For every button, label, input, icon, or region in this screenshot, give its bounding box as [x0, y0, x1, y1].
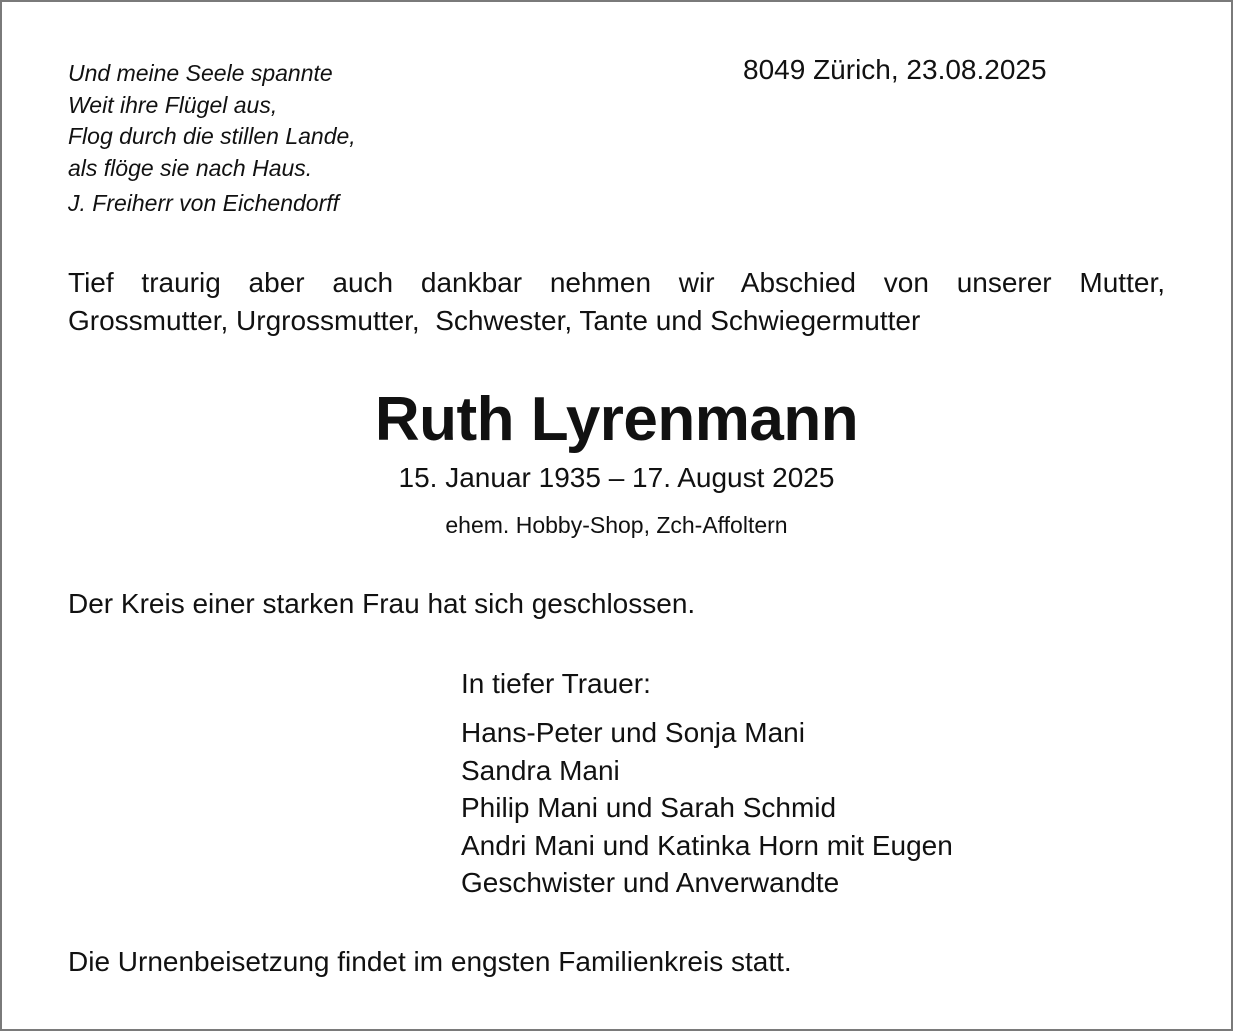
- mourner-entry: Andri Mani und Katinka Horn mit Eugen: [461, 829, 953, 861]
- poem-line: als flöge sie nach Haus.: [68, 154, 313, 181]
- intro-line: Tief traurig aber auch dankbar nehmen wir Abschied von unserer Mutter,: [68, 267, 1165, 298]
- closing-note: Die Urnenbeisetzung findet im engsten Familienkreis statt.: [68, 946, 792, 977]
- poem: [68, 58, 356, 184]
- mourner-entry: Sandra Mani: [461, 754, 620, 786]
- mourner-entry: Philip Mani und Sarah Schmid: [461, 792, 837, 823]
- mourners-list: [461, 714, 953, 902]
- deceased-name: Ruth Lyrenmann: [374, 385, 859, 454]
- poem-author: J. Freiherr von Eichendorff: [68, 190, 340, 216]
- occupation: ehem. Hobby-Shop, Zch-Affoltern: [445, 512, 788, 538]
- intro-line: Grossmutter, Urgrossmutter, Schwester, Tante und Schwiegermutter: [68, 305, 921, 336]
- poem-line: Flog durch die stillen Lande,: [68, 123, 356, 149]
- mourning-heading: In tiefer Trauer:: [461, 668, 651, 699]
- life-dates: 15. Januar 1935 – 17. August 2025: [398, 462, 835, 493]
- mourner-entry: Geschwister und Anverwandte: [461, 867, 840, 898]
- place-date: 8049 Zürich, 23.08.2025: [743, 54, 1047, 85]
- mourner-entry: Hans-Peter und Sonja Mani: [461, 717, 805, 748]
- poem-line: Weit ihre Flügel aus,: [68, 91, 278, 118]
- poem-line: Und meine Seele spannte: [68, 60, 333, 86]
- memorial-sentence: Der Kreis einer starken Frau hat sich geschlossen.: [68, 588, 696, 619]
- intro-text: [68, 264, 1165, 340]
